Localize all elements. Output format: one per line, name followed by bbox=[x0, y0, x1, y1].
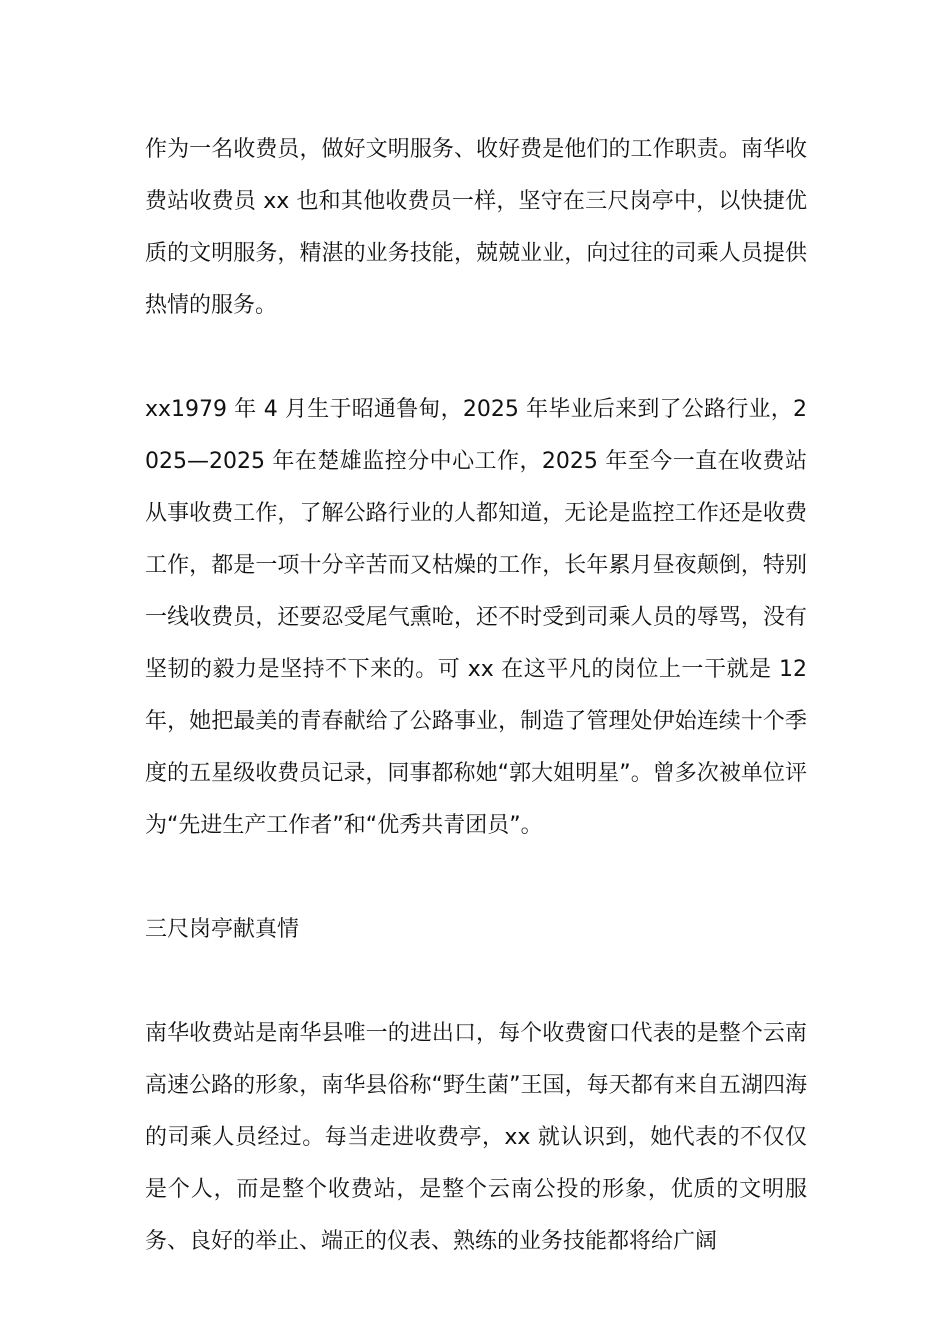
paragraph-toll-station: 南华收费站是南华县唯一的进出口，每个收费窗口代表的是整个云南高速公路的形象，南华县俗称“野生菌”王国，每天都有来自五湖四海的司乘人员经过。每当走进收费亭，xx 就认识到，她代表的不仅仅是个人，而是整个收费站，是整个云南公投的形象，优质的文明服务、良好的举止、端正的仪表、熟练的业务技能都将给广阔 bbox=[145, 1021, 807, 1254]
section-heading: 三尺岗亭献真情 bbox=[145, 917, 300, 942]
paragraph-biography: xx1979 年 4 月生于昭通鲁甸，2025 年毕业后来到了公路行业，2025—2025 年在楚雄监控分中心工作，2025 年至今一直在收费站从事收费工作，了解公路行业的人都知道，无论是监控工作还是收费工作，都是一项十分辛苦而又枯燥的工作，长年累月昼夜颠倒，特别一线收费员，还要忍受尾气熏呛，还不时受到司乘人员的辱骂，没有坚韧的毅力是坚持不下来的。可 xx 在这平凡的岗位上一干就是 12 年，她把最美的青春献给了公路事业，制造了管理处伊始连续十个季度的五星级收费员记录，同事都称她“郭大姐明星”。曾多次被单位评为“先进生产工作者”和“优秀共青团员”。 bbox=[145, 397, 807, 838]
paragraph-intro: 作为一名收费员，做好文明服务、收好费是他们的工作职责。南华收费站收费员 xx 也和其他收费员一样，坚守在三尺岗亭中，以快捷优质的文明服务，精湛的业务技能，兢兢业业，向过往的司乘人员提供热情的服务。 bbox=[145, 137, 807, 318]
document-body bbox=[145, 124, 807, 1320]
